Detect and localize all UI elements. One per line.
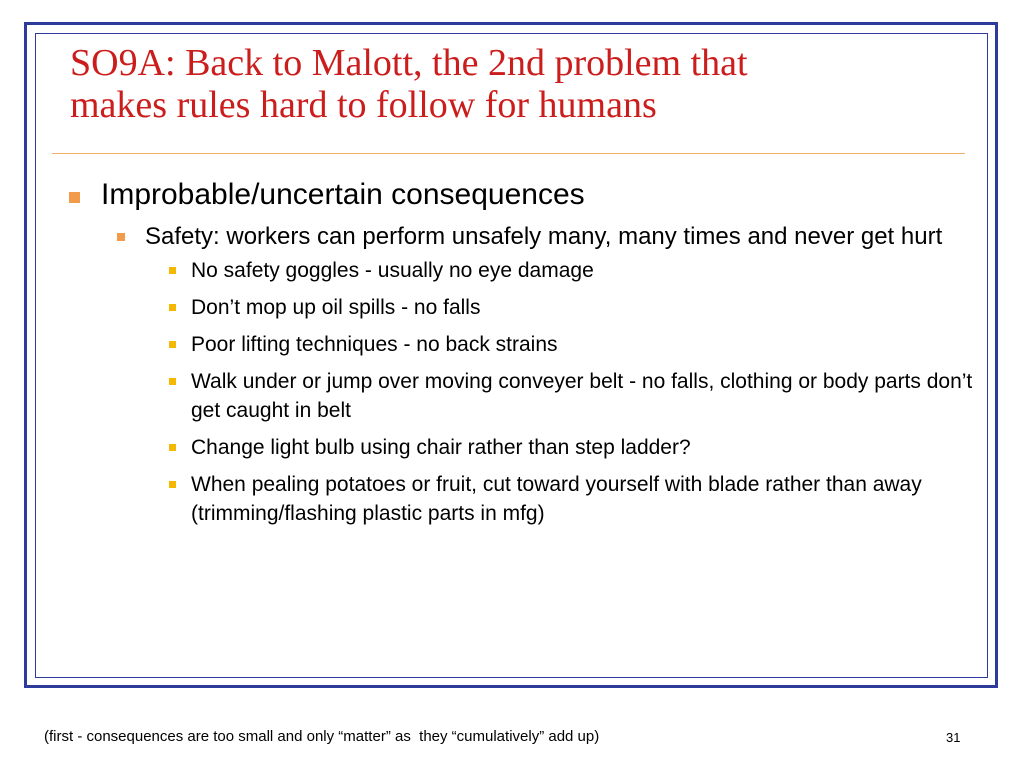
list-item-text: No safety goggles - usually no eye damage [191,259,594,282]
title-divider [52,153,965,154]
bullet-level1 [60,176,980,214]
list-item [191,256,981,285]
square-bullet-icon [169,304,176,311]
slide-title-line1: SO9A: Back to Malott, the 2nd problem that [70,42,748,84]
slide-title-line2: makes rules hard to follow for humans [70,84,657,126]
list-item [191,330,981,359]
square-bullet-icon [117,233,125,241]
list-item-text: Don’t mop up oil spills - no falls [191,296,481,319]
square-bullet-icon [169,267,176,274]
list-item [191,293,981,322]
slide-content [60,176,980,536]
slide-title [70,42,970,126]
bullet-level3-list [60,256,980,528]
list-item-text: When pealing potatoes or fruit, cut toward yourself with blade rather than away (trimming/flashing plastic parts in mfg) [191,473,922,525]
square-bullet-icon [169,444,176,451]
bullet-level2-text: Safety: workers can perform unsafely many, many times and never get hurt [145,223,943,250]
list-item [191,470,981,528]
square-bullet-icon [69,192,80,203]
footer-note: (first - consequences are too small and only “matter” as they “cumulatively” add up) [44,728,600,745]
bullet-level1-text: Improbable/uncertain consequences [101,178,585,211]
list-item-text: Poor lifting techniques - no back strains [191,333,558,356]
list-item-text: Walk under or jump over moving conveyer belt - no falls, clothing or body parts don’t get caught in belt [191,370,973,422]
page-number: 31 [946,730,961,745]
square-bullet-icon [169,378,176,385]
list-item [191,367,981,425]
square-bullet-icon [169,341,176,348]
bullet-level2 [145,222,945,252]
list-item [191,433,981,462]
square-bullet-icon [169,481,176,488]
list-item-text: Change light bulb using chair rather than step ladder? [191,436,691,459]
